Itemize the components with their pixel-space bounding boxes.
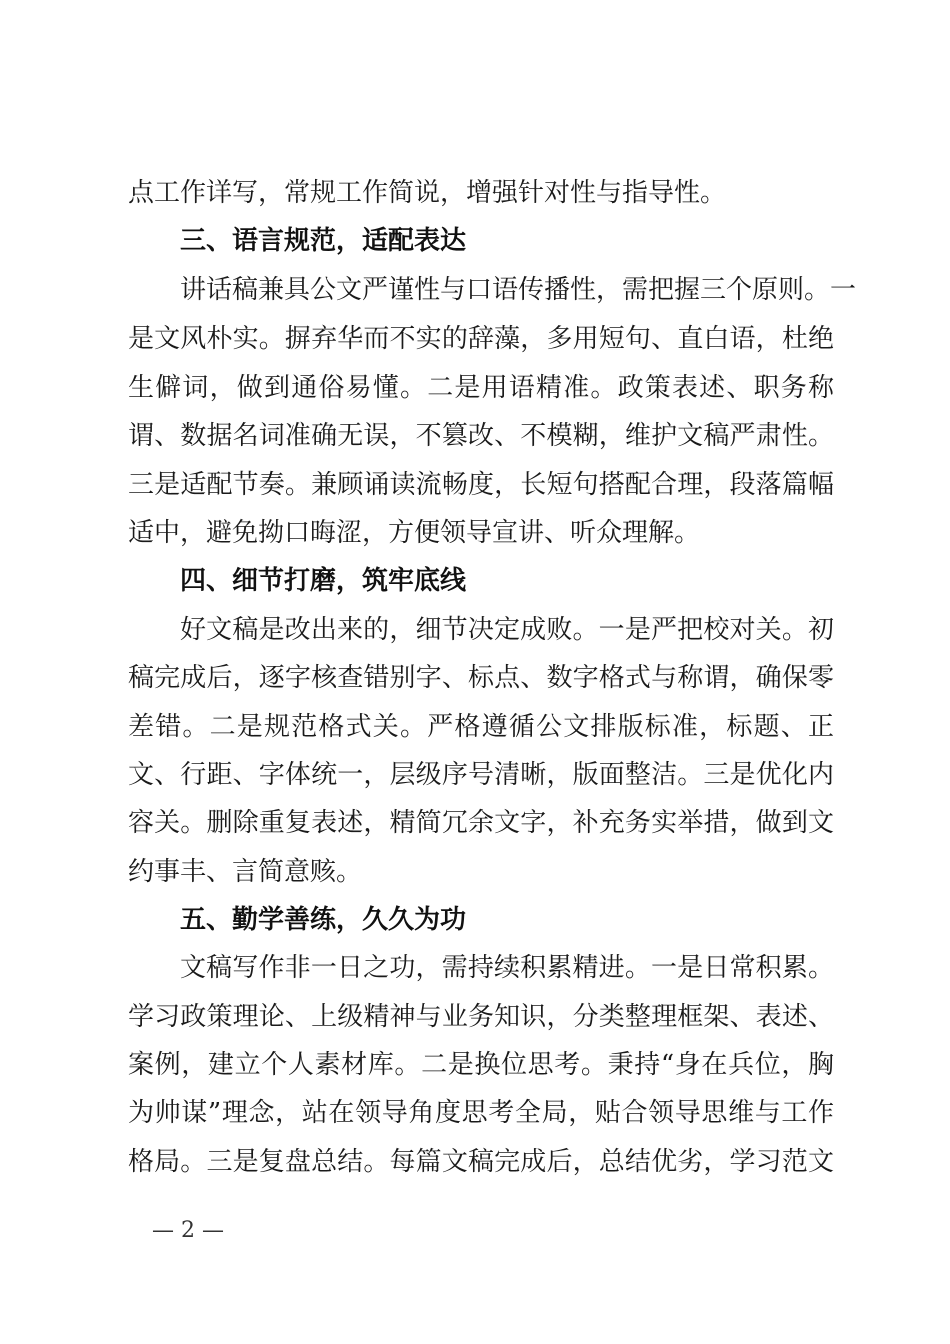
body-text-line: 是文风朴实。摒弃华而不实的辞藻，多用短句、直白语，杜绝	[128, 324, 834, 354]
body-text-line: 容关。删除重复表述，精简冗余文字，补充务实举措，做到文	[128, 808, 834, 838]
body-text-line: 文稿写作非一日之功，需持续积累精进。一是日常积累。	[180, 953, 834, 983]
body-text-line: 差错。二是规范格式关。严格遵循公文排版标准，标题、正	[128, 712, 834, 742]
page-number: — 2 —	[152, 1218, 224, 1243]
body-text-line: 谓、数据名词准确无误，不篡改、不模糊，维护文稿严肃性。	[128, 421, 834, 451]
section-heading-5: 五、勤学善练，久久为功	[180, 905, 467, 935]
body-text-line: 生僻词，做到通俗易懂。二是用语精准。政策表述、职务称	[128, 373, 834, 403]
body-text-line: 约事丰、言简意赅。	[128, 857, 363, 887]
body-text-line: 讲话稿兼具公文严谨性与口语传播性，需把握三个原则。一	[180, 275, 857, 305]
body-text-line: 格局。三是复盘总结。每篇文稿完成后，总结优劣，学习范文	[128, 1147, 834, 1177]
body-text-line: 学习政策理论、上级精神与业务知识，分类整理框架、表述、	[128, 1002, 834, 1032]
section-heading-4: 四、细节打磨，筑牢底线	[180, 566, 467, 596]
body-text-line: 为帅谋”理念，站在领导角度思考全局，贴合领导思维与工作	[128, 1098, 834, 1128]
body-text-line: 稿完成后，逐字核查错别字、标点、数字格式与称谓，确保零	[128, 663, 834, 693]
body-text-line: 三是适配节奏。兼顾诵读流畅度，长短句搭配合理，段落篇幅	[128, 470, 834, 500]
body-text-line: 好文稿是改出来的，细节决定成败。一是严把校对关。初	[180, 615, 834, 645]
section-heading-3: 三、语言规范，适配表达	[180, 226, 467, 256]
body-text-line: 点工作详写，常规工作简说，增强针对性与指导性。	[128, 178, 727, 208]
body-text-line: 适中，避免拗口晦涩，方便领导宣讲、听众理解。	[128, 518, 701, 548]
body-text-line: 案例，建立个人素材库。二是换位思考。秉持“身在兵位，胸	[128, 1050, 834, 1080]
body-text-line: 文、行距、字体统一，层级序号清晰，版面整洁。三是优化内	[128, 760, 834, 790]
